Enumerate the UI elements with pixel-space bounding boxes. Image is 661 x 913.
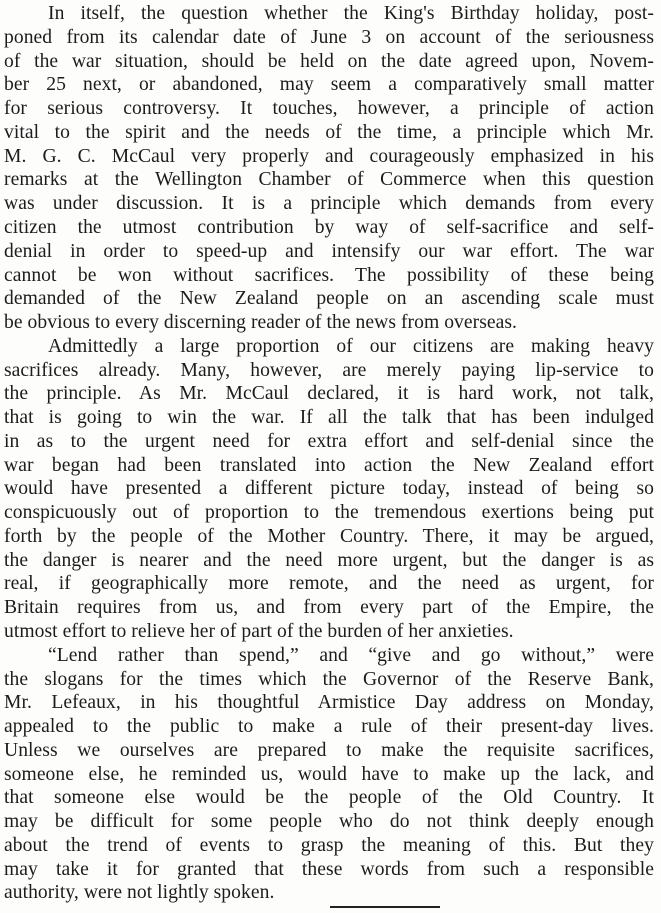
paragraph-1-line-5: for serious controversy. It touches, however, a principle of action bbox=[4, 98, 654, 119]
paragraph-2-line-12: Britain requires from us, and from every part of the Empire, the bbox=[4, 597, 654, 618]
paragraph-2-line-6: war began had been translated into action the New Zealand effort bbox=[4, 455, 654, 476]
paragraph-1-line-9: was under discussion. It is a principle which demands from every bbox=[4, 193, 654, 214]
paragraph-1-line-12: cannot be won without sacrifices. The possibility of these being bbox=[4, 265, 654, 286]
paragraph-3-line-6: someone else, he reminded us, would have to make up the lack, and bbox=[4, 764, 654, 785]
paragraph-3-line-4: appealed to the public to make a rule of their present-day lives. bbox=[4, 716, 654, 737]
paragraph-2-line-2: sacrifices already. Many, however, are merely paying lip-service to bbox=[4, 360, 654, 381]
paragraph-1-line-2: poned from its calendar date of June 3 on account of the seriousness bbox=[4, 27, 654, 48]
paragraph-2-line-10: the danger is nearer and the need more urgent, but the danger is as bbox=[4, 550, 654, 571]
paragraph-3-line-10: may take it for granted that these words from such a responsible bbox=[4, 859, 654, 880]
paragraph-1-line-11: denial in order to speed-up and intensify our war effort. The war bbox=[4, 241, 654, 262]
paragraph-1-line-13: demanded of the New Zealand people on an ascending scale must bbox=[4, 288, 654, 309]
paragraph-3-line-11: authority, were not lightly spoken. bbox=[4, 882, 275, 903]
paragraph-3-line-1: “Lend rather than spend,” and “give and go without,” were bbox=[48, 645, 654, 666]
paragraph-2-line-11: real, if geographically more remote, and the need as urgent, for bbox=[4, 573, 654, 594]
closing-rule bbox=[330, 906, 440, 908]
paragraph-3-line-8: may be difficult for some people who do not think deeply enough bbox=[4, 811, 654, 832]
paragraph-3-line-9: about the trend of events to grasp the meaning of this. But they bbox=[4, 835, 654, 856]
paragraph-3-line-2: the slogans for the times which the Governor of the Reserve Bank, bbox=[4, 669, 654, 690]
paragraph-2-line-7: would have presented a different picture today, instead of being so bbox=[4, 478, 654, 499]
paragraph-2-line-1: Admittedly a large proportion of our citizens are making heavy bbox=[48, 336, 654, 357]
paragraph-1-line-3: of the war situation, should be held on the date agreed upon, Novem- bbox=[4, 51, 654, 72]
paragraph-1-line-8: remarks at the Wellington Chamber of Commerce when this question bbox=[4, 169, 654, 190]
paragraph-3-line-3: Mr. Lefeaux, in his thoughtful Armistice Day address on Monday, bbox=[4, 692, 654, 713]
paragraph-1-line-14: be obvious to every discerning reader of the news from overseas. bbox=[4, 312, 518, 333]
paragraph-1-line-10: citizen the utmost contribution by way of self-sacrifice and self- bbox=[4, 217, 654, 238]
paragraph-1-line-7: M. G. C. McCaul very properly and courageously emphasized in his bbox=[4, 146, 654, 167]
paragraph-2-line-9: forth by the people of the Mother Country. There, it may be argued, bbox=[4, 526, 654, 547]
paragraph-1-line-4: ber 25 next, or abandoned, may seem a comparatively small matter bbox=[4, 74, 654, 95]
paragraph-2-line-4: that is going to win the war. If all the talk that has been indulged bbox=[4, 407, 654, 428]
paragraph-2-line-3: the principle. As Mr. McCaul declared, it is hard work, not talk, bbox=[4, 383, 654, 404]
paragraph-2-line-13: utmost effort to relieve her of part of the burden of her anxieties. bbox=[4, 621, 514, 642]
paragraph-3-line-7: that someone else would be the people of the Old Country. It bbox=[4, 787, 654, 808]
paragraph-2-line-8: conspicuously out of proportion to the tremendous exertions being put bbox=[4, 502, 654, 523]
paragraph-2-line-5: in as to the urgent need for extra effort and self-denial since the bbox=[4, 431, 654, 452]
paragraph-1-line-1: In itself, the question whether the King's Birthday holiday, post- bbox=[48, 3, 654, 24]
paragraph-3-line-5: Unless we ourselves are prepared to make the requisite sacrifices, bbox=[4, 740, 654, 761]
paragraph-1-line-6: vital to the spirit and the needs of the time, a principle which Mr. bbox=[4, 122, 654, 143]
